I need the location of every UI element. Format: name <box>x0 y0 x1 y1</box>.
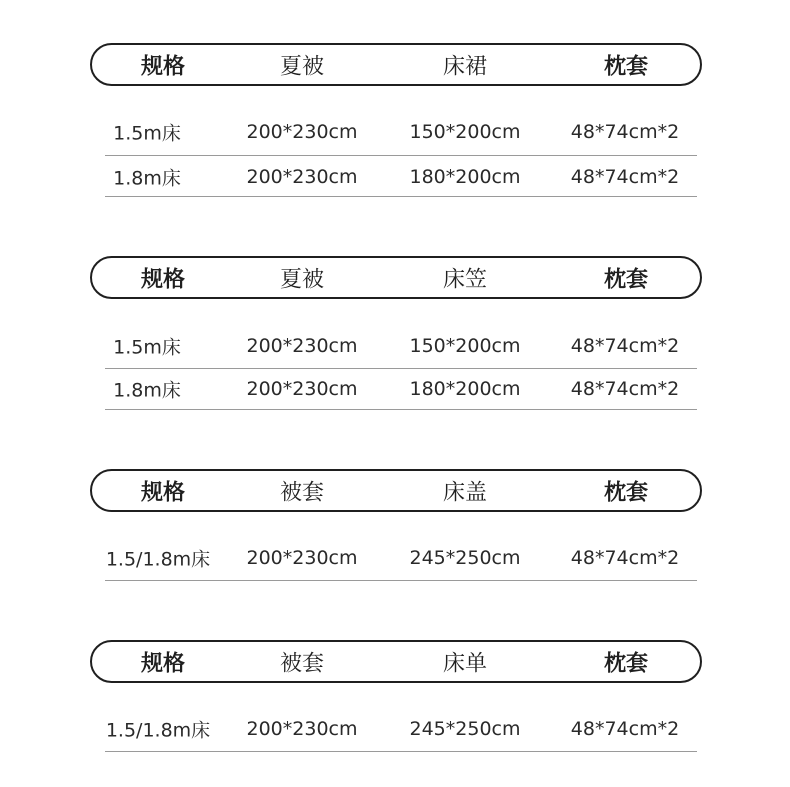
table-header-3 <box>90 469 702 512</box>
row-divider <box>105 409 697 410</box>
row-divider <box>105 580 697 581</box>
table-header-2 <box>90 256 702 299</box>
value-cell: 200*230cm <box>246 547 358 569</box>
table-header-4 <box>90 640 702 683</box>
header-spec: 规格 <box>140 267 186 292</box>
size-cell: 1.5/1.8m床 <box>105 548 211 571</box>
value-cell: 200*230cm <box>246 166 358 188</box>
header-col-1: 被套 <box>279 651 325 676</box>
size-cell: 1.5/1.8m床 <box>105 719 211 742</box>
header-col-1: 夏被 <box>279 54 325 79</box>
value-cell: 180*200cm <box>409 166 521 188</box>
table-row <box>0 157 790 197</box>
value-cell: 48*74cm*2 <box>570 121 680 143</box>
header-col-2: 床单 <box>442 651 488 676</box>
value-cell: 180*200cm <box>409 378 521 400</box>
table-header-1 <box>90 43 702 86</box>
table-row <box>0 112 790 152</box>
header-col-2: 床裙 <box>442 54 488 79</box>
value-cell: 150*200cm <box>409 335 521 357</box>
header-spec: 规格 <box>140 480 186 505</box>
row-divider <box>105 196 697 197</box>
size-cell: 1.8m床 <box>113 167 181 190</box>
header-col-3: 枕套 <box>603 651 649 676</box>
header-col-1: 被套 <box>279 480 325 505</box>
value-cell: 200*230cm <box>246 121 358 143</box>
header-spec: 规格 <box>140 651 186 676</box>
header-col-2: 床笠 <box>442 267 488 292</box>
value-cell: 48*74cm*2 <box>570 547 680 569</box>
header-col-3: 枕套 <box>603 267 649 292</box>
size-cell: 1.8m床 <box>113 379 181 402</box>
table-row <box>0 538 790 578</box>
header-col-1: 夏被 <box>279 267 325 292</box>
header-col-3: 枕套 <box>603 54 649 79</box>
value-cell: 48*74cm*2 <box>570 718 680 740</box>
size-cell: 1.5m床 <box>113 336 181 359</box>
table-row <box>0 326 790 366</box>
header-spec: 规格 <box>140 54 186 79</box>
value-cell: 200*230cm <box>246 718 358 740</box>
table-row <box>0 709 790 749</box>
header-col-3: 枕套 <box>603 480 649 505</box>
value-cell: 245*250cm <box>409 547 521 569</box>
value-cell: 150*200cm <box>409 121 521 143</box>
value-cell: 245*250cm <box>409 718 521 740</box>
value-cell: 48*74cm*2 <box>570 378 680 400</box>
value-cell: 48*74cm*2 <box>570 335 680 357</box>
size-cell: 1.5m床 <box>113 122 181 145</box>
value-cell: 48*74cm*2 <box>570 166 680 188</box>
row-divider <box>105 155 697 156</box>
value-cell: 200*230cm <box>246 335 358 357</box>
value-cell: 200*230cm <box>246 378 358 400</box>
row-divider <box>105 751 697 752</box>
table-row <box>0 369 790 409</box>
header-col-2: 床盖 <box>442 480 488 505</box>
